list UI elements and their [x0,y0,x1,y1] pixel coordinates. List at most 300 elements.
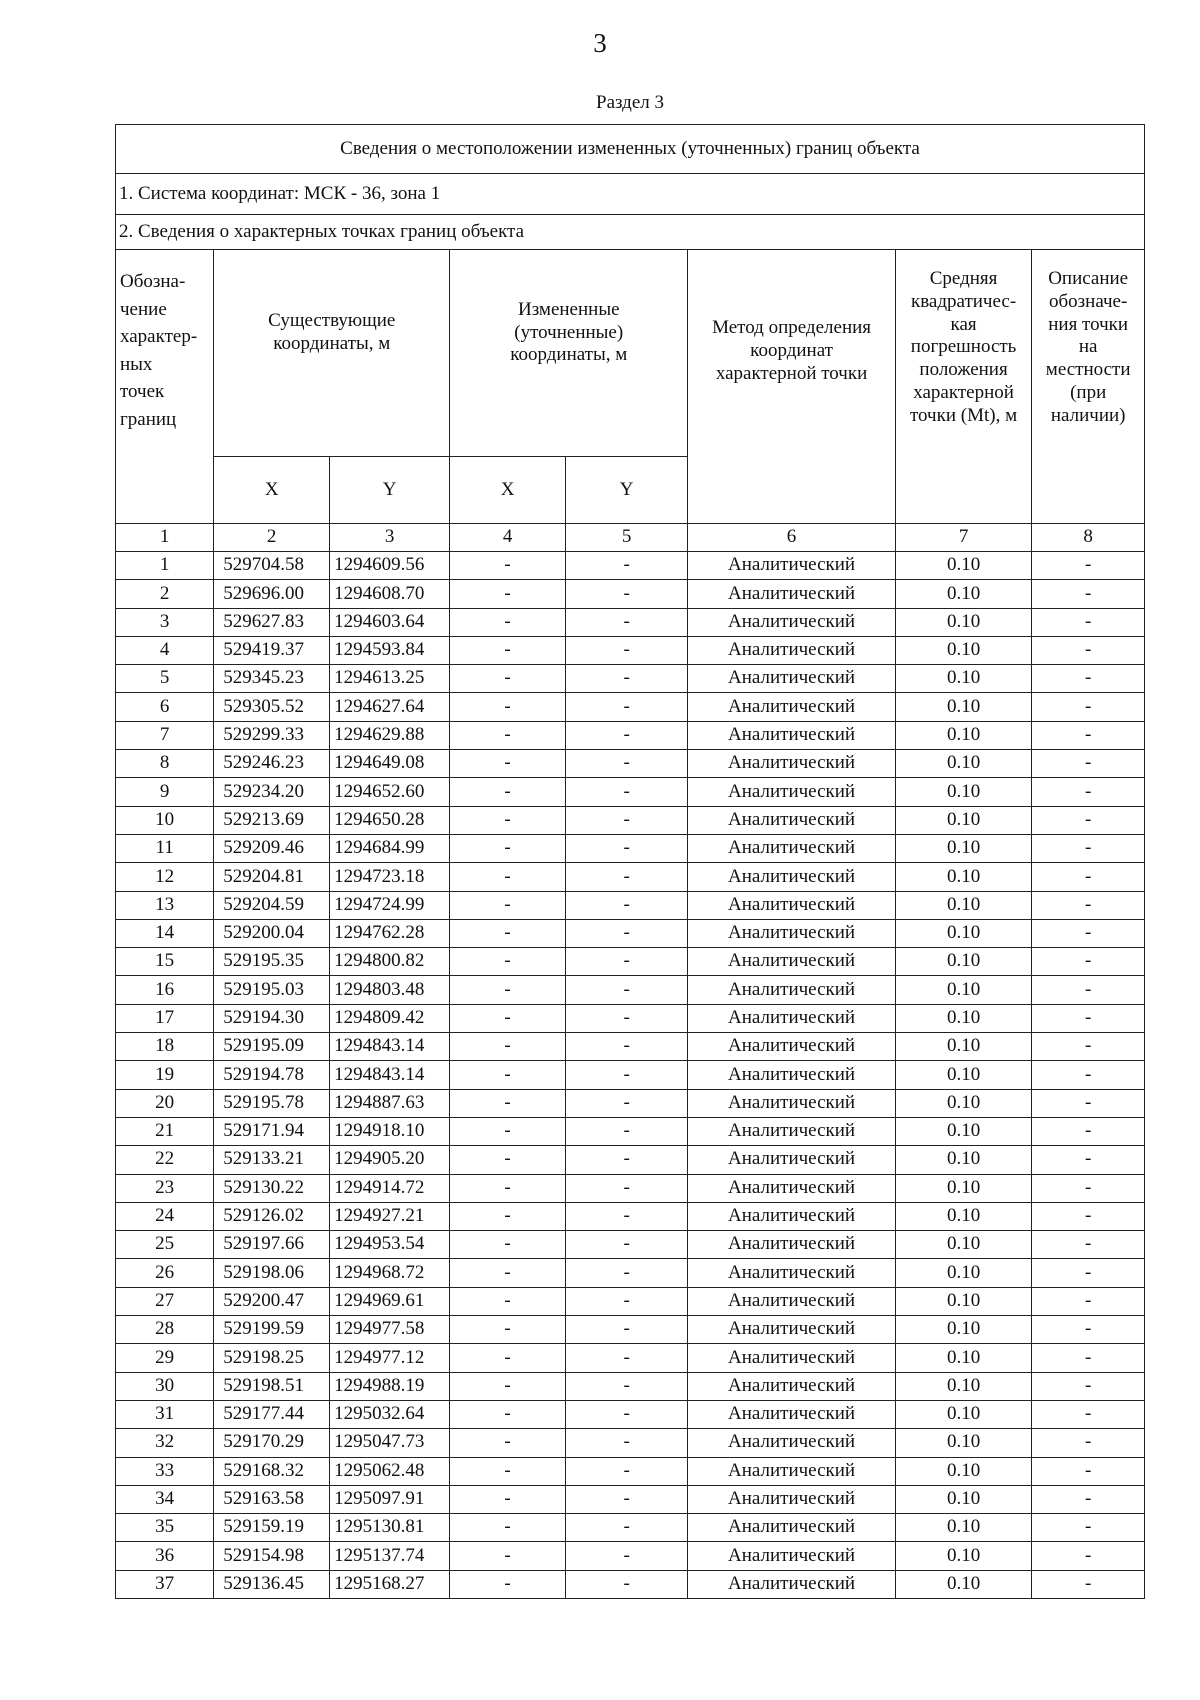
table-row [116,693,1145,721]
method-cell: Аналитический [688,778,896,806]
changed-x-cell: - [450,1231,566,1259]
changed-x-cell: - [450,1372,566,1400]
existing-y-cell: 1294609.56 [330,552,450,580]
description-cell: - [1032,1174,1145,1202]
changed-y-cell: - [565,1316,687,1344]
description-cell: - [1032,1429,1145,1457]
mean-error-cell: 0.10 [895,1089,1032,1117]
point-number-cell: 26 [116,1259,214,1287]
changed-y-cell: - [565,1514,687,1542]
mean-error-cell: 0.10 [895,1514,1032,1542]
table-row [116,1344,1145,1372]
changed-y-cell: - [565,1485,687,1513]
method-cell: Аналитический [688,1372,896,1400]
column-number: 6 [688,524,896,552]
point-number-cell: 11 [116,834,214,862]
existing-x-cell: 529198.51 [214,1372,330,1400]
description-cell: - [1032,1457,1145,1485]
existing-x-cell: 529154.98 [214,1542,330,1570]
point-number-cell: 19 [116,1061,214,1089]
points-info-heading: 2. Сведения о характерных точках границ объекта [116,215,1145,250]
changed-x-cell: - [450,919,566,947]
existing-x-cell: 529213.69 [214,806,330,834]
mean-error-cell: 0.10 [895,721,1032,749]
method-cell: Аналитический [688,834,896,862]
method-cell: Аналитический [688,1231,896,1259]
description-cell: - [1032,693,1145,721]
existing-x-cell: 529204.81 [214,863,330,891]
description-cell: - [1032,1316,1145,1344]
existing-x-cell: 529419.37 [214,636,330,664]
existing-x-cell: 529200.04 [214,919,330,947]
method-cell: Аналитический [688,1485,896,1513]
table-row [116,1400,1145,1428]
table-row [116,1202,1145,1230]
mean-error-cell: 0.10 [895,580,1032,608]
description-cell: - [1032,948,1145,976]
point-number-cell: 37 [116,1570,214,1598]
table-row [116,1259,1145,1287]
existing-x-cell: 529136.45 [214,1570,330,1598]
method-cell: Аналитический [688,608,896,636]
changed-x-cell: - [450,636,566,664]
point-number-cell: 2 [116,580,214,608]
existing-y-cell: 1294652.60 [330,778,450,806]
changed-x-cell: - [450,608,566,636]
existing-y-cell: 1294762.28 [330,919,450,947]
mean-error-cell: 0.10 [895,1316,1032,1344]
point-number-cell: 6 [116,693,214,721]
method-cell: Аналитический [688,636,896,664]
existing-y-cell: 1294914.72 [330,1174,450,1202]
changed-y-cell: - [565,693,687,721]
changed-x-cell: - [450,693,566,721]
description-cell: - [1032,580,1145,608]
method-cell: Аналитический [688,1514,896,1542]
existing-x-cell: 529246.23 [214,750,330,778]
description-cell: - [1032,1372,1145,1400]
table-row [116,806,1145,834]
changed-y-cell: - [565,636,687,664]
existing-y-cell: 1294650.28 [330,806,450,834]
changed-x-cell: - [450,1089,566,1117]
existing-y-cell: 1295130.81 [330,1514,450,1542]
existing-y-cell: 1294800.82 [330,948,450,976]
description-cell: - [1032,721,1145,749]
changed-x-cell: - [450,1004,566,1032]
mean-error-cell: 0.10 [895,1033,1032,1061]
table-row [116,580,1145,608]
method-cell: Аналитический [688,1146,896,1174]
existing-x-cell: 529199.59 [214,1316,330,1344]
existing-x-cell: 529198.06 [214,1259,330,1287]
mean-error-cell: 0.10 [895,608,1032,636]
mean-error-cell: 0.10 [895,919,1032,947]
point-number-cell: 34 [116,1485,214,1513]
existing-x-cell: 529168.32 [214,1457,330,1485]
existing-y-cell: 1295047.73 [330,1429,450,1457]
table-row [116,1004,1145,1032]
changed-y-cell: - [565,665,687,693]
point-number-cell: 22 [116,1146,214,1174]
method-cell: Аналитический [688,1400,896,1428]
method-cell: Аналитический [688,750,896,778]
mean-error-cell: 0.10 [895,1287,1032,1315]
description-cell: - [1032,1344,1145,1372]
table-row [116,976,1145,1004]
description-cell: - [1032,1287,1145,1315]
method-cell: Аналитический [688,1089,896,1117]
table-row [116,1117,1145,1145]
header-method: Метод определения координат характерной точки [688,250,896,524]
table-row [116,1372,1145,1400]
description-cell: - [1032,1259,1145,1287]
section-label: Раздел 3 [596,92,664,113]
changed-x-cell: - [450,1061,566,1089]
existing-x-cell: 529194.30 [214,1004,330,1032]
description-cell: - [1032,1202,1145,1230]
changed-x-cell: - [450,976,566,1004]
point-number-cell: 3 [116,608,214,636]
existing-y-cell: 1294843.14 [330,1061,450,1089]
existing-y-cell: 1294977.58 [330,1316,450,1344]
method-cell: Аналитический [688,806,896,834]
mean-error-cell: 0.10 [895,948,1032,976]
changed-y-cell: - [565,1542,687,1570]
existing-x-cell: 529627.83 [214,608,330,636]
changed-x-cell: - [450,580,566,608]
table-row [116,1316,1145,1344]
description-cell: - [1032,1485,1145,1513]
table-row [116,1174,1145,1202]
existing-x-cell: 529195.03 [214,976,330,1004]
existing-y-cell: 1295137.74 [330,1542,450,1570]
header-existing-coords: Существующие координаты, м [214,250,450,457]
method-cell: Аналитический [688,1004,896,1032]
method-cell: Аналитический [688,1457,896,1485]
header-point-designation: Обозна- чение характер- ных точек границ [116,250,214,524]
description-cell: - [1032,1061,1145,1089]
changed-x-cell: - [450,1146,566,1174]
method-cell: Аналитический [688,1344,896,1372]
changed-x-cell: - [450,1259,566,1287]
changed-x-cell: - [450,721,566,749]
point-number-cell: 23 [116,1174,214,1202]
column-number: 4 [450,524,566,552]
existing-x-cell: 529163.58 [214,1485,330,1513]
changed-x-cell: - [450,1542,566,1570]
mean-error-cell: 0.10 [895,1542,1032,1570]
table-title: Сведения о местоположении измененных (уточненных) границ объекта [116,125,1145,174]
description-cell: - [1032,778,1145,806]
changed-y-cell: - [565,919,687,947]
point-number-cell: 1 [116,552,214,580]
point-number-cell: 21 [116,1117,214,1145]
method-cell: Аналитический [688,1542,896,1570]
mean-error-cell: 0.10 [895,1570,1032,1598]
changed-y-cell: - [565,580,687,608]
existing-y-cell: 1294843.14 [330,1033,450,1061]
changed-x-cell: - [450,1344,566,1372]
mean-error-cell: 0.10 [895,1117,1032,1145]
method-cell: Аналитический [688,1174,896,1202]
point-number-cell: 28 [116,1316,214,1344]
mean-error-cell: 0.10 [895,1457,1032,1485]
table-row [116,1570,1145,1598]
existing-y-cell: 1295168.27 [330,1570,450,1598]
existing-y-cell: 1295062.48 [330,1457,450,1485]
changed-y-cell: - [565,1033,687,1061]
description-cell: - [1032,1570,1145,1598]
description-cell: - [1032,1089,1145,1117]
header-changed-coords: Измененные (уточненные) координаты, м [450,250,688,457]
existing-y-cell: 1294613.25 [330,665,450,693]
mean-error-cell: 0.10 [895,1400,1032,1428]
table-row [116,891,1145,919]
changed-y-cell: - [565,1004,687,1032]
point-number-cell: 16 [116,976,214,1004]
existing-y-cell: 1294927.21 [330,1202,450,1230]
point-number-cell: 29 [116,1344,214,1372]
existing-y-cell: 1294629.88 [330,721,450,749]
method-cell: Аналитический [688,1202,896,1230]
method-cell: Аналитический [688,1033,896,1061]
column-number: 5 [565,524,687,552]
changed-x-cell: - [450,778,566,806]
changed-y-cell: - [565,1231,687,1259]
table-row [116,1146,1145,1174]
existing-x-cell: 529696.00 [214,580,330,608]
column-number: 3 [330,524,450,552]
table-row [116,1231,1145,1259]
existing-y-cell: 1295032.64 [330,1400,450,1428]
mean-error-cell: 0.10 [895,863,1032,891]
point-number-cell: 4 [116,636,214,664]
existing-y-cell: 1294809.42 [330,1004,450,1032]
point-number-cell: 9 [116,778,214,806]
existing-x-cell: 529200.47 [214,1287,330,1315]
method-cell: Аналитический [688,1570,896,1598]
description-cell: - [1032,1033,1145,1061]
table-row [116,636,1145,664]
mean-error-cell: 0.10 [895,1202,1032,1230]
point-number-cell: 35 [116,1514,214,1542]
changed-x-cell: - [450,1457,566,1485]
changed-x-cell: - [450,806,566,834]
existing-y-cell: 1294887.63 [330,1089,450,1117]
changed-x-cell: - [450,750,566,778]
point-number-cell: 33 [116,1457,214,1485]
point-number-cell: 30 [116,1372,214,1400]
point-number-cell: 25 [116,1231,214,1259]
point-number-cell: 15 [116,948,214,976]
existing-y-cell: 1294953.54 [330,1231,450,1259]
table-row [116,1033,1145,1061]
table-row [116,863,1145,891]
existing-y-cell: 1294603.64 [330,608,450,636]
table-row [116,778,1145,806]
existing-y-cell: 1294627.64 [330,693,450,721]
point-number-cell: 31 [116,1400,214,1428]
page-number: 3 [593,28,607,58]
method-cell: Аналитический [688,948,896,976]
changed-y-cell: - [565,778,687,806]
existing-y-cell: 1294977.12 [330,1344,450,1372]
table-row [116,1089,1145,1117]
method-cell: Аналитический [688,1061,896,1089]
table-row [116,750,1145,778]
changed-y-cell: - [565,552,687,580]
description-cell: - [1032,1514,1145,1542]
description-cell: - [1032,1146,1145,1174]
mean-error-cell: 0.10 [895,552,1032,580]
changed-x-cell: - [450,1485,566,1513]
changed-y-cell: - [565,1429,687,1457]
existing-x-cell: 529195.78 [214,1089,330,1117]
table-row [116,608,1145,636]
existing-x-cell: 529197.66 [214,1231,330,1259]
existing-x-cell: 529177.44 [214,1400,330,1428]
point-number-cell: 18 [116,1033,214,1061]
table-row [116,1429,1145,1457]
point-number-cell: 24 [116,1202,214,1230]
boundary-points-table [115,124,1145,1599]
changed-x-cell: - [450,1287,566,1315]
coordinate-system: 1. Система координат: МСК - 36, зона 1 [116,174,1145,215]
existing-x-cell: 529171.94 [214,1117,330,1145]
header-mean-error: Средняя квадратичес- кая погрешность положения характерной точки (Mt), м [895,250,1032,524]
mean-error-cell: 0.10 [895,1485,1032,1513]
changed-y-cell: - [565,1146,687,1174]
changed-y-cell: - [565,834,687,862]
changed-x-cell: - [450,1570,566,1598]
table-row [116,1485,1145,1513]
existing-y-cell: 1294723.18 [330,863,450,891]
point-number-cell: 10 [116,806,214,834]
changed-y-cell: - [565,608,687,636]
header-changed-y: Y [565,457,687,524]
mean-error-cell: 0.10 [895,1061,1032,1089]
mean-error-cell: 0.10 [895,834,1032,862]
changed-x-cell: - [450,1033,566,1061]
changed-y-cell: - [565,891,687,919]
mean-error-cell: 0.10 [895,806,1032,834]
changed-y-cell: - [565,806,687,834]
existing-x-cell: 529345.23 [214,665,330,693]
existing-x-cell: 529204.59 [214,891,330,919]
mean-error-cell: 0.10 [895,1259,1032,1287]
mean-error-cell: 0.10 [895,1004,1032,1032]
changed-x-cell: - [450,891,566,919]
changed-y-cell: - [565,1457,687,1485]
existing-x-cell: 529299.33 [214,721,330,749]
existing-x-cell: 529198.25 [214,1344,330,1372]
point-number-cell: 12 [116,863,214,891]
mean-error-cell: 0.10 [895,1146,1032,1174]
existing-x-cell: 529305.52 [214,693,330,721]
existing-y-cell: 1294724.99 [330,891,450,919]
changed-y-cell: - [565,1372,687,1400]
existing-x-cell: 529126.02 [214,1202,330,1230]
method-cell: Аналитический [688,976,896,1004]
method-cell: Аналитический [688,665,896,693]
changed-y-cell: - [565,1400,687,1428]
mean-error-cell: 0.10 [895,891,1032,919]
point-number-cell: 36 [116,1542,214,1570]
existing-x-cell: 529194.78 [214,1061,330,1089]
existing-y-cell: 1294968.72 [330,1259,450,1287]
column-number: 8 [1032,524,1145,552]
method-cell: Аналитический [688,1429,896,1457]
changed-x-cell: - [450,1429,566,1457]
changed-y-cell: - [565,1570,687,1598]
changed-y-cell: - [565,1174,687,1202]
existing-x-cell: 529195.35 [214,948,330,976]
existing-x-cell: 529159.19 [214,1514,330,1542]
existing-x-cell: 529170.29 [214,1429,330,1457]
changed-x-cell: - [450,1514,566,1542]
changed-x-cell: - [450,863,566,891]
existing-y-cell: 1294608.70 [330,580,450,608]
changed-x-cell: - [450,552,566,580]
method-cell: Аналитический [688,552,896,580]
method-cell: Аналитический [688,1287,896,1315]
changed-y-cell: - [565,1117,687,1145]
description-cell: - [1032,1117,1145,1145]
mean-error-cell: 0.10 [895,1231,1032,1259]
existing-y-cell: 1294905.20 [330,1146,450,1174]
table-row [116,552,1145,580]
changed-y-cell: - [565,1344,687,1372]
header-existing-y: Y [330,457,450,524]
table-row [116,834,1145,862]
description-cell: - [1032,750,1145,778]
description-cell: - [1032,806,1145,834]
mean-error-cell: 0.10 [895,665,1032,693]
changed-y-cell: - [565,976,687,1004]
existing-y-cell: 1294803.48 [330,976,450,1004]
description-cell: - [1032,1542,1145,1570]
point-number-cell: 7 [116,721,214,749]
description-cell: - [1032,608,1145,636]
table-row [116,919,1145,947]
method-cell: Аналитический [688,1117,896,1145]
description-cell: - [1032,636,1145,664]
column-number: 1 [116,524,214,552]
point-number-cell: 20 [116,1089,214,1117]
changed-y-cell: - [565,1287,687,1315]
existing-x-cell: 529133.21 [214,1146,330,1174]
method-cell: Аналитический [688,580,896,608]
changed-x-cell: - [450,1174,566,1202]
point-number-cell: 8 [116,750,214,778]
header-description: Описание обозначе- ния точки на местности (при наличии) [1032,250,1145,524]
changed-y-cell: - [565,750,687,778]
existing-x-cell: 529234.20 [214,778,330,806]
method-cell: Аналитический [688,721,896,749]
method-cell: Аналитический [688,1316,896,1344]
existing-y-cell: 1294684.99 [330,834,450,862]
column-number-row [116,524,1145,552]
mean-error-cell: 0.10 [895,778,1032,806]
method-cell: Аналитический [688,693,896,721]
method-cell: Аналитический [688,891,896,919]
table-row [116,1457,1145,1485]
changed-y-cell: - [565,1061,687,1089]
header-changed-x: X [450,457,566,524]
point-number-cell: 14 [116,919,214,947]
table-row [116,1514,1145,1542]
